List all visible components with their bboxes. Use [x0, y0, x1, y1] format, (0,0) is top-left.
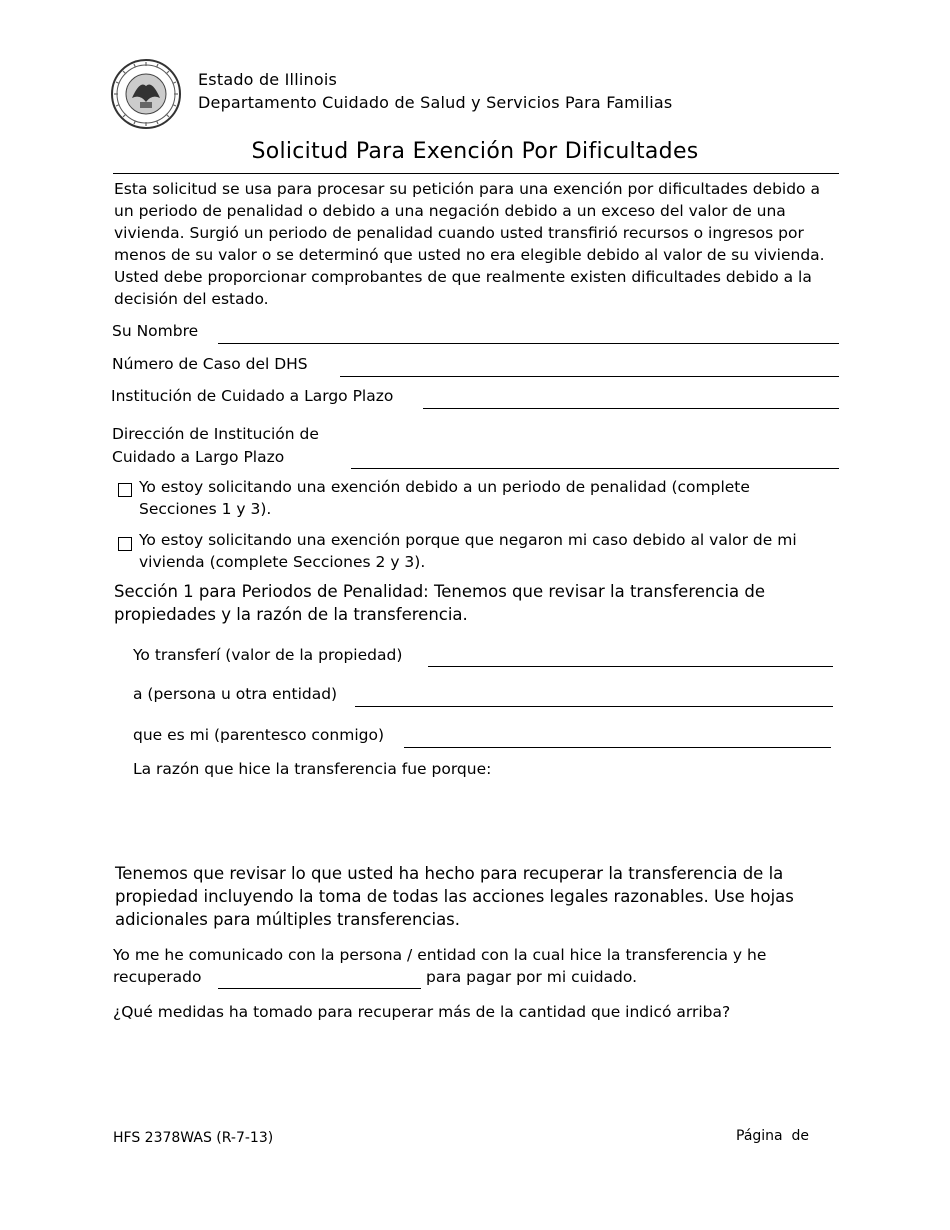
transfer-reason-label: La razón que hice la transferencia fue porque: [133, 760, 492, 778]
recovered-suffix: para pagar por mi cuidado. [426, 968, 638, 986]
transfer-reason-area[interactable] [133, 785, 833, 845]
name-label: Su Nombre [112, 322, 199, 340]
section1-heading: Sección 1 para Periodos de Penalidad: Tenemos que revisar la transferencia de propiedades y la razón de la transferencia. [114, 582, 766, 624]
page-title: Solicitud Para Exención Por Dificultades [251, 139, 699, 164]
institution-label: Institución de Cuidado a Largo Plazo [111, 387, 394, 405]
contacted-text: Yo me he comunicado con la persona / entidad con la cual hice la transferencia y he [113, 946, 767, 964]
home-value-checkbox[interactable] [118, 537, 132, 551]
title-rule [113, 173, 839, 174]
transferred-value-field[interactable] [428, 666, 833, 667]
form-number: HFS 2378WAS (R-7-13) [113, 1130, 274, 1146]
address-label-line2: Cuidado a Largo Plazo [112, 448, 285, 466]
address-field[interactable] [351, 468, 839, 469]
case-number-label: Número de Caso del DHS [112, 355, 308, 373]
state-seal-icon [110, 58, 182, 130]
header-department: Departamento Cuidado de Salud y Servicios Para Familias [198, 93, 673, 112]
page-label: Página de [736, 1128, 810, 1144]
home-value-checkbox-label: Yo estoy solicitando una exención porque que negaron mi caso debido al valor de mi vivienda (complete Secciones 2 y 3). [139, 531, 797, 571]
relationship-label: que es mi (parentesco conmigo) [133, 726, 384, 744]
institution-field[interactable] [423, 408, 839, 409]
penalty-checkbox[interactable] [118, 483, 132, 497]
transfer-recipient-field[interactable] [355, 706, 833, 707]
recovery-question: ¿Qué medidas ha tomado para recuperar más de la cantidad que indicó arriba? [113, 1003, 731, 1021]
address-label-line1: Dirección de Institución de [112, 425, 319, 443]
recovery-answer-area[interactable] [113, 1030, 833, 1100]
intro-paragraph: Esta solicitud se usa para procesar su petición para una exención por dificultades debido a un periodo de penalidad o debido a una negación debido a un exceso del valor de una vivienda. Surgió un periodo de penalidad cuando usted transfirió recursos o ingresos por menos de su valor o se determinó que usted no era elegible debido al valor de su vivienda. Usted debe proporcionar comprobantes de que realmente existen dificultades debido a la decisión del estado. [114, 180, 825, 308]
case-number-field[interactable] [340, 376, 839, 377]
header-state: Estado de Illinois [198, 70, 338, 89]
transferred-value-label: Yo transferí (valor de la propiedad) [133, 646, 403, 664]
relationship-field[interactable] [404, 747, 831, 748]
name-field[interactable] [218, 343, 839, 344]
recovery-review-text: Tenemos que revisar lo que usted ha hecho para recuperar la transferencia de la propiedad incluyendo la toma de todas las acciones legales razonables. Use hojas adicionales para múltiples transferencias. [115, 864, 794, 929]
transfer-recipient-label: a (persona u otra entidad) [133, 685, 338, 703]
recovered-label: recuperado [113, 968, 202, 986]
recovered-amount-field[interactable] [218, 988, 421, 989]
penalty-checkbox-label: Yo estoy solicitando una exención debido a un periodo de penalidad (complete Secciones 1 y 3). [139, 478, 750, 518]
